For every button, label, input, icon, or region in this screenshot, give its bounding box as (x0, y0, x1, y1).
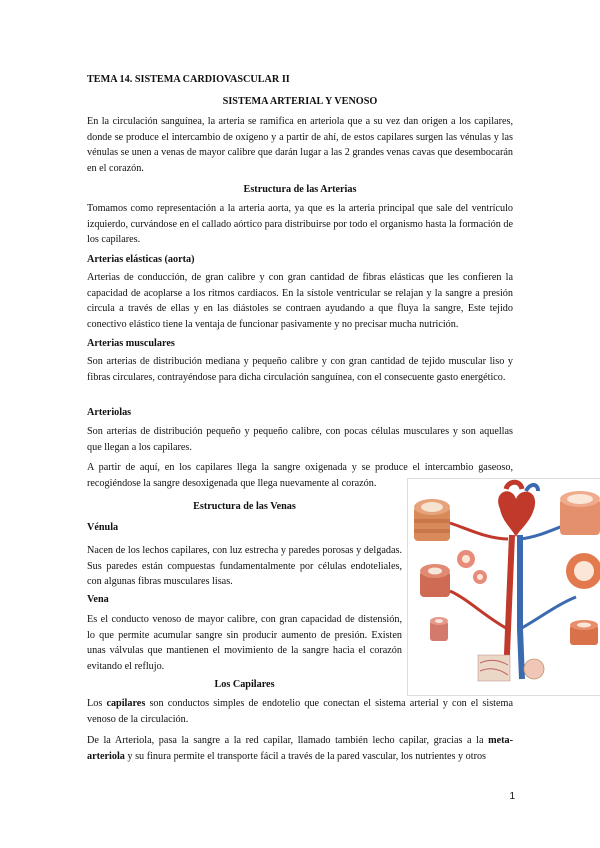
heading-arterias: Estructura de las Arterias (243, 184, 357, 195)
heading-venas: Estructura de las Venas (193, 501, 296, 512)
central-vessels (450, 521, 576, 679)
vascular-system-illustration (407, 478, 600, 696)
paragraph-vena: Es el conducto venoso de mayor calibre, con gran capacidad de distensión, lo que permite acumular sangre sin producir aumento de presión. Existen unas válvulas que mantienen el movimiento de la sangre hacia el corazón evitando el reflujo. (87, 614, 402, 672)
heading-arterias-elasticas: Arterias elásticas (aorta) (87, 254, 195, 265)
arteriole-rings (457, 550, 487, 584)
paragraph-arteriolas-2: A partir de aquí, en los capilares llega la sangre oxigenada y se produce el intercambio gaseoso, recogiéndose la sangre desoxigenada que llega nuevamente al corazón. (87, 462, 513, 489)
paragraph-capilares-2: De la Arteriola, pasa la sangre a la red capilar, llamado también lecho capilar, gracias a la meta-arteriola y su finura permite el transporte fácil a través de la pared vascular, los nutrientes y otros (87, 735, 513, 762)
heading-arterias-musculares: Arterias musculares (87, 338, 175, 349)
page-number: 1 (509, 791, 515, 802)
vein-segment-small (570, 620, 598, 645)
paragraph-capilares-1: Los capilares son conductos simples de endotelio que conectan el sistema arterial y con el sistema venoso de la circulación. (87, 698, 513, 725)
elastic-artery-segment (414, 499, 450, 541)
muscular-artery-segment (420, 564, 450, 597)
heading-arteriolas: Arteriolas (87, 407, 132, 418)
arteriole-segment (430, 617, 448, 641)
heading-capilares: Los Capilares (214, 679, 275, 690)
vein-segment-large (560, 491, 600, 535)
paragraph-arterias-elasticas: Arterias de conducción, de gran calibre y con gran cantidad de fibras elásticas que les confieren la capacidad de acoplarse a los ritmos cardiacos. En la sístole ventricular se relajan y la sangre a presión circula a través de ellas y en las diástoles se contraen ayudando a que fluya la sangre, Este tejido conectivo elástico tiene la ventaja de funcionar pasivamente y no precisar mucha nutrición. (87, 272, 513, 330)
vein-segment-medium (566, 553, 600, 589)
paragraph-arterias: Tomamos como representación a la arteria aorta, ya que es la arteria principal que sale del ventrículo izquierdo, curvándose en el callado aórtico para distribuirse por todo el organismo hasta la formación de los capilares. (87, 203, 513, 246)
heading-vena: Vena (87, 594, 109, 605)
document-title: TEMA 14. SISTEMA CARDIOVASCULAR II (87, 74, 290, 85)
document-subtitle: SISTEMA ARTERIAL Y VENOSO (222, 96, 378, 107)
paragraph-arterias-musculares: Son arterias de distribución mediana y pequeño calibre y con gran cantidad de tejido muscular liso y fibras circulares, contrayéndose para dicha circulación sanguínea, con el consecuente gasto energético. (87, 356, 513, 383)
vascular-diagram (408, 479, 600, 695)
heading-venula: Vénula (87, 522, 119, 533)
capillary-bed (478, 655, 544, 681)
paragraph-arteriolas: Son arterias de distribución pequeño y pequeño calibre, con pocas células musculares y son aquellas que llegan a los capilares. (87, 426, 513, 453)
intro-paragraph: En la circulación sanguínea, la arteria se ramifica en arteriola que a su vez dan origen a los capilares, donde se produce el intercambio de oxígeno y a partir de ahí, de estos capilares surgen las vénulas y las vénulas se unen a venas de mayor calibre que darán lugar a las 2 grandes venas cavas que desembocarán en el corazón. (87, 116, 513, 174)
heart-illustration (498, 482, 538, 537)
paragraph-venula: Nacen de los lechos capilares, con luz estrecha y paredes porosas y delgadas. Sus paredes están compuestas fundamentalmente por células endoteliales, con algunas fibras musculares lisas. (87, 545, 402, 588)
